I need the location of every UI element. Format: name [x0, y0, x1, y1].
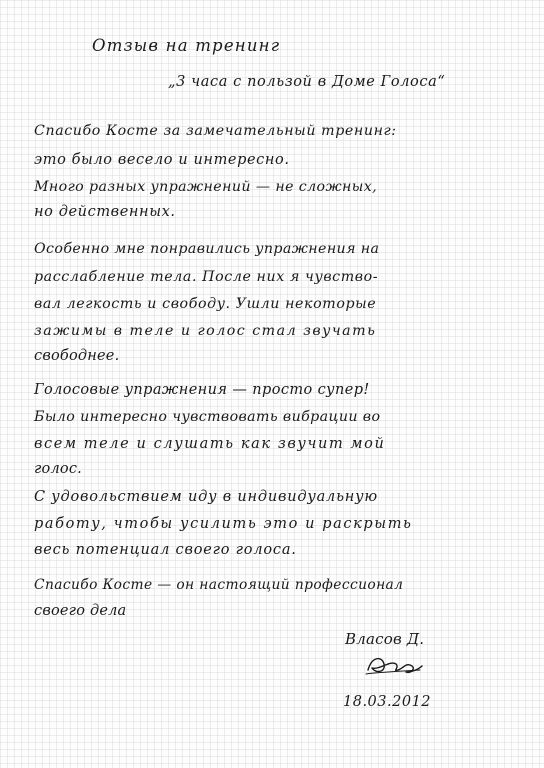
- body-line: своего дела: [34, 603, 127, 619]
- body-line: Особенно мне понравились упражнения на: [34, 241, 380, 257]
- body-line: это было весело и интересно.: [34, 152, 290, 168]
- body-line: Много разных упражнений — не сложных,: [34, 179, 378, 195]
- body-line: вал легкость и свободу. Ушли некоторые: [34, 296, 377, 312]
- training-name: „3 часа с пользой в Доме Голоса“: [168, 74, 446, 90]
- body-line: всем теле и слушать как звучит мой: [34, 436, 386, 452]
- body-line: зажимы в теле и голос стал звучать: [34, 323, 377, 339]
- signature-date: 18.03.2012: [343, 694, 432, 710]
- body-line: Спасибо Косте за замечательный тренинг:: [34, 123, 397, 139]
- body-line: голос.: [34, 461, 82, 477]
- body-line: расслабление тела. После них я чувство-: [34, 269, 379, 285]
- body-line: Было интересно чувствовать вибрации во: [34, 409, 381, 425]
- signature-scribble-icon: [362, 650, 424, 680]
- body-line: весь потенциал своего голоса.: [34, 542, 297, 558]
- review-title: Отзыв на тренинг: [92, 36, 281, 55]
- signature-name: Власов Д.: [345, 630, 425, 648]
- body-line: Спасибо Косте — он настоящий профессионал: [34, 577, 404, 593]
- body-line: С удовольствием иду в индивидуальную: [34, 489, 378, 505]
- body-line: Голосовые упражнения — просто супер!: [34, 382, 370, 398]
- body-line: но действенных.: [34, 204, 176, 220]
- body-line: работу, чтобы усилить это и раскрыть: [34, 516, 413, 532]
- body-line: свободнее.: [34, 348, 120, 364]
